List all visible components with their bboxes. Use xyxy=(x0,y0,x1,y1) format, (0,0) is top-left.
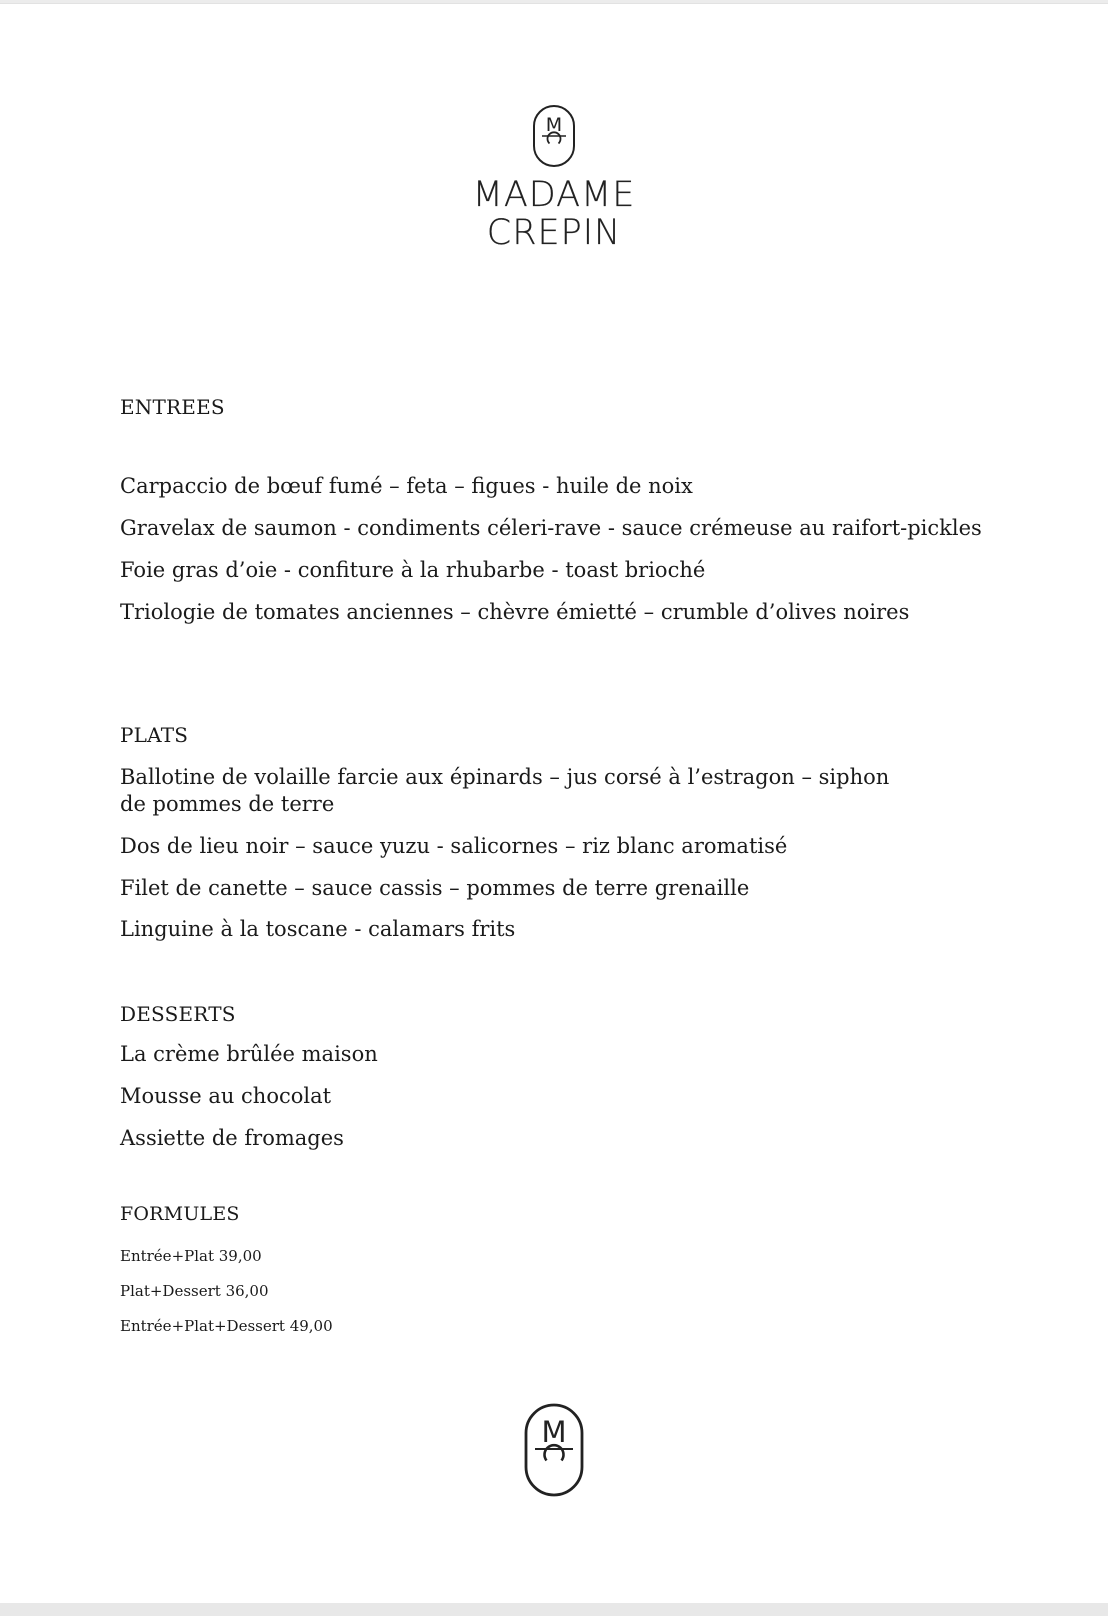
formula-item: Plat+Dessert 36,00 xyxy=(120,1282,269,1300)
monogram-letter: M xyxy=(541,1415,567,1449)
page-bottom-edge xyxy=(0,1603,1108,1616)
formula-item: Entrée+Plat+Dessert 49,00 xyxy=(120,1317,333,1335)
plat-item: Filet de canette – sauce cassis – pommes de terre grenaille xyxy=(120,876,750,900)
menu-page xyxy=(0,3,1108,1604)
section-title-formules: FORMULES xyxy=(120,1203,240,1225)
section-title-entrees: ENTREES xyxy=(120,395,225,419)
plat-item: Dos de lieu noir – sauce yuzu - salicornes – riz blanc aromatisé xyxy=(120,834,788,858)
entree-item: Gravelax de saumon - condiments céleri-rave - sauce crémeuse au raifort-pickles xyxy=(120,516,982,540)
entree-item: Foie gras d’oie - confiture à la rhubarbe - toast brioché xyxy=(120,558,706,582)
monogram-letter: M xyxy=(545,114,563,136)
mc-monogram-icon xyxy=(523,1402,585,1498)
section-title-plats: PLATS xyxy=(120,723,189,747)
section-title-desserts: DESSERTS xyxy=(120,1002,236,1026)
formula-item: Entrée+Plat 39,00 xyxy=(120,1247,262,1265)
plat-item: Ballotine de volaille farcie aux épinards – jus corsé à l’estragon – siphon de pommes de terre xyxy=(120,765,890,816)
brand-line-1: MADAME xyxy=(472,175,636,215)
mc-monogram-icon xyxy=(532,104,576,168)
brand-name xyxy=(0,176,1108,252)
entree-item: Carpaccio de bœuf fumé – feta – figues - huile de noix xyxy=(120,474,693,498)
footer-logo xyxy=(0,1402,1108,1498)
entree-item: Triologie de tomates anciennes – chèvre émietté – crumble d’olives noires xyxy=(120,600,910,624)
dessert-item: Mousse au chocolat xyxy=(120,1084,332,1108)
dessert-item: La crème brûlée maison xyxy=(120,1042,378,1066)
brand-line-2: CREPIN xyxy=(486,213,622,253)
plat-item: Linguine à la toscane - calamars frits xyxy=(120,917,516,941)
restaurant-logo xyxy=(0,104,1108,252)
dessert-item: Assiette de fromages xyxy=(120,1126,344,1150)
